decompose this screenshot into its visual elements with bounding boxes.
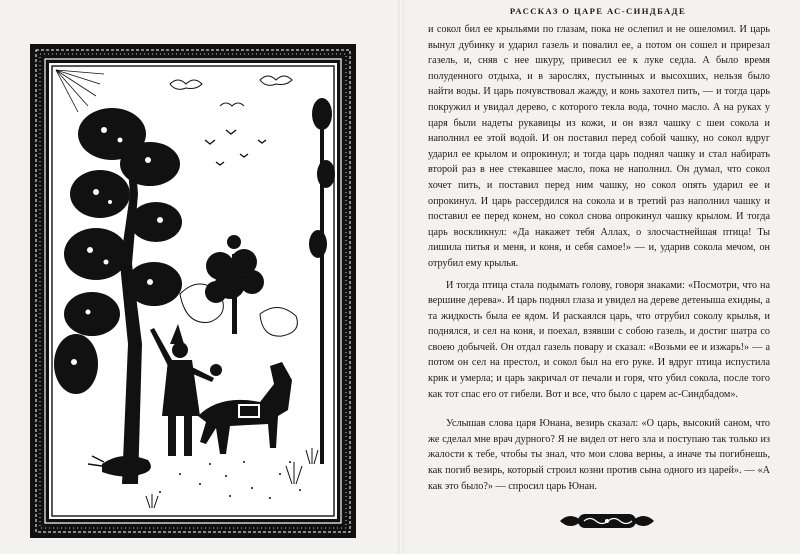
body-text [428, 22, 770, 494]
ornament-tailpiece [558, 510, 656, 532]
paragraph: И тогда птица стала подымать голову, говоря знаками: «Посмотри, что на вершине дерева». И царь поднял глаза и увидел на дереве детеныша ехидны, а та жидкость была ее ядом. И раскаялся царь, что отрубил соколу крылья, и поднялся, и сел на коня, и поехал, взявши с собою газель, и достиг шатра со своею добычей. Он отдал газель повару и сказал: «Возьми ее и изжарь!» — а потом он сел на престол, и сокол был на его руке. И вдруг птица испустила крик и умерла; и царь закричал от печали и горя, что убил сокола, после того как тот спас его от гибели. Вот и все, что было с царем ас-Синдбадом». [428, 279, 770, 400]
page-gutter [398, 0, 404, 554]
illustration-falconer-king [30, 44, 356, 538]
illustration-artwork [30, 44, 356, 538]
running-header: РАССКАЗ О ЦАРЕ АС-СИНДБАДЕ [509, 6, 687, 16]
paragraph: и сокол бил ее крыльями по глазам, пока не ослепил и не ошеломил. И царь вынул дубинку и ударил газель и повалил ее, а потом он сошел и прирезал газель, и, сняв с нее шкуру, привесил ее к луке седла. А было время полуденного отдыха, и в зарослях, пустынных и высохших, нельзя было найти воды. И царь почувствовал жажду, и конь захотел пить, — и тогда царь покружил и увидал дерево, с которого текла вода, точно масло. А на руках у царя были надеты рукавицы из кожи, и он взял чашку с шеи сокола и наполнил ее этой водой. И он поставил перед собой чашку, но сокол вдруг ударил ее крылом и опрокинул; и тогда царь поднял чашку и стал набирать второй раз в нее стекавшее масло, пока не наполнил. Он думал, что сокол хочет пить, и поставил перед ним чашку, но сокол опять ударил ее и опрокинул. И царь рассердился на сокола и в третий раз наполнил чашку и поставил ее перед конем, но сокол снова опрокинул чашку крылом. И тогда царь воскликнул: «Да накажет тебя Аллах, о злосчастнейшая птица! Ты лишила питья и меня, и коня, и себя самое!» — и, ударив сокола мечом, он отрубил ему крылья. [428, 24, 770, 269]
paragraph: Услышав слова царя Юнана, везирь сказал: «О царь, высокий саном, что же сделал мне врач дурного? Я не видел от него зла и поступаю так только из жалости к тебе, чтобы ты знал, что мои слова верны, а иначе ты погибнешь, как погиб везирь, который строил козни против сына одного из царей». — «А как это было?» — спросил царь Юнан. [428, 418, 770, 492]
